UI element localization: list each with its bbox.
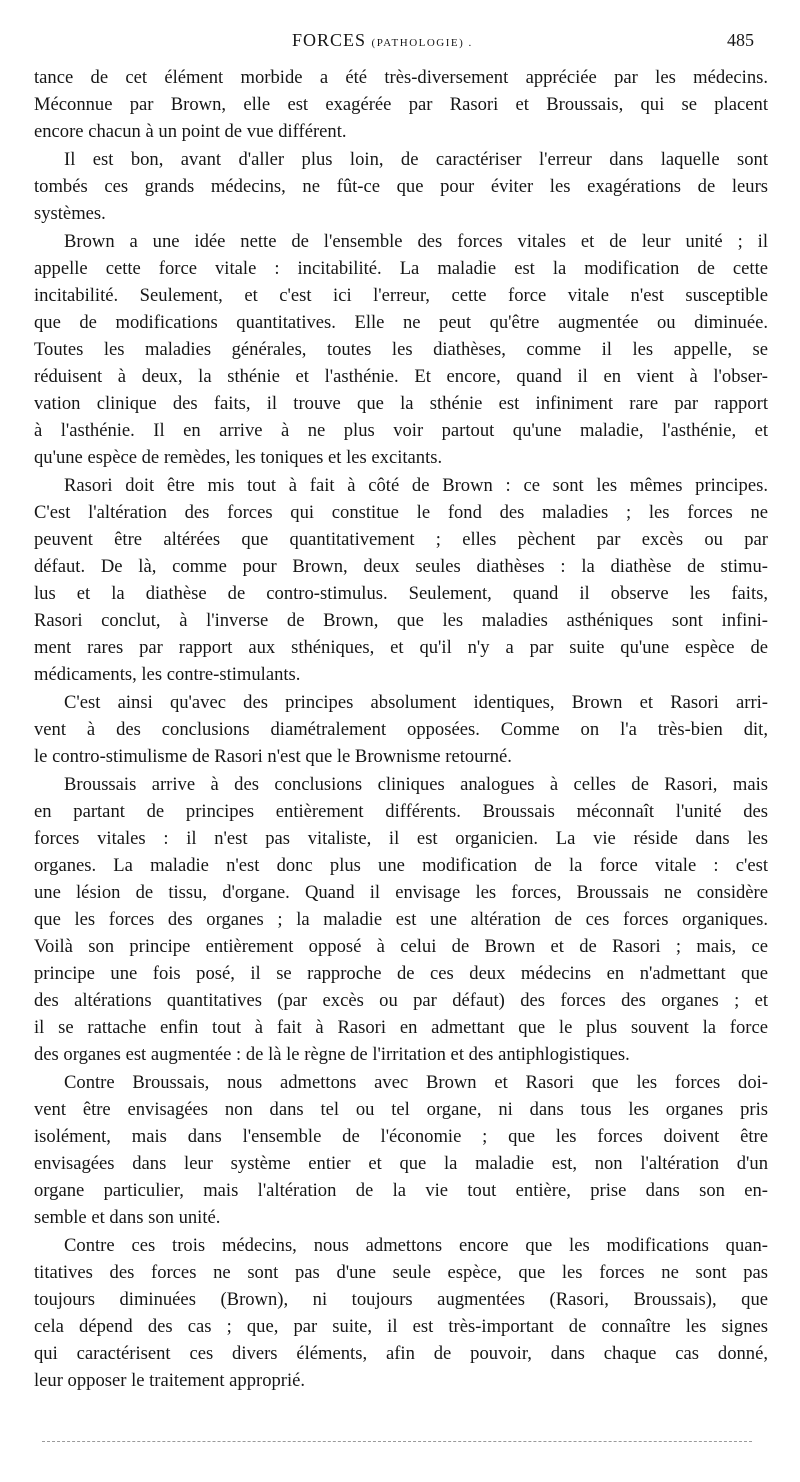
- text-line: encore chacun à un point de vue différent.: [34, 121, 347, 142]
- text-line: ment rares par rapport aux sthéniques, et qu'il n'y a par suite qu'une espèce de: [34, 637, 768, 658]
- text-line: Broussais arrive à des conclusions cliniques analogues à celles de Rasori, mais: [64, 774, 768, 795]
- text-line: il se rattache enfin tout à fait à Rasori en admettant que le plus souvent la force: [34, 1017, 768, 1038]
- text-line: peuvent être altérées que quantitativement ; elles pèchent par excès ou par: [34, 529, 768, 550]
- running-title-main: FORCES: [292, 30, 367, 50]
- text-line: des organes est augmentée : de là le règne de l'irritation et des antiphlogistiques.: [34, 1044, 630, 1065]
- text-line: isolément, mais dans l'ensemble de l'économie ; que les forces doivent être: [34, 1126, 768, 1147]
- text-line: C'est ainsi qu'avec des principes absolument identiques, Brown et Rasori arri-: [64, 692, 768, 713]
- paragraph: [34, 1069, 768, 1231]
- text-line: appelle cette force vitale : incitabilité. La maladie est la modification de cette: [34, 258, 768, 279]
- text-line: tombés ces grands médecins, ne fût-ce que pour éviter les exagérations de leurs: [34, 176, 768, 197]
- text-line: organes. La maladie n'est donc plus une modification de la force vitale : c'est: [34, 855, 768, 876]
- paragraph: [34, 64, 768, 145]
- running-head: [0, 30, 800, 54]
- text-line: une lésion de tissu, d'organe. Quand il envisage les forces, Broussais ne considère: [34, 882, 768, 903]
- text-line: en partant de principes entièrement différents. Broussais méconnaît l'unité des: [34, 801, 768, 822]
- text-line: vent être envisagées non dans tel ou tel organe, ni dans tous les organes pris: [34, 1099, 768, 1120]
- paragraph: [34, 771, 768, 1068]
- text-line: tance de cet élément morbide a été très-diversement appréciée par les médecins.: [34, 67, 768, 88]
- text-line: Contre ces trois médecins, nous admettons encore que les modifications quan-: [64, 1235, 768, 1256]
- footer-rule: [42, 1441, 752, 1442]
- text-line: le contro-stimulisme de Rasori n'est que le Brownisme retourné.: [34, 746, 512, 767]
- text-line: défaut. De là, comme pour Brown, deux seules diathèses : la diathèse de stimu-: [34, 556, 768, 577]
- text-line: Rasori conclut, à l'inverse de Brown, que les maladies asthéniques sont infini-: [34, 610, 768, 631]
- text-line: Brown a une idée nette de l'ensemble des forces vitales et de leur unité ; il: [64, 231, 768, 252]
- text-line: semble et dans son unité.: [34, 1207, 221, 1228]
- text-line: lus et la diathèse de contro-stimulus. Seulement, quand il observe les faits,: [34, 583, 768, 604]
- paragraph: [34, 228, 768, 471]
- paragraph: [34, 1232, 768, 1394]
- text-line: principe une fois posé, il se rapproche de ces deux médecins en n'admettant que: [34, 963, 768, 984]
- body-text: [34, 64, 768, 1395]
- running-title-subtitle: (PATHOLOGIE) .: [371, 37, 473, 49]
- paragraph: [34, 689, 768, 770]
- text-line: qui caractérisent ces divers éléments, afin de pouvoir, dans chaque cas donné,: [34, 1343, 768, 1364]
- text-line: vent à des conclusions diamétralement opposées. Comme on l'a très-bien dit,: [34, 719, 768, 740]
- text-line: des altérations quantitatives (par excès ou par défaut) des forces des organes ; et: [34, 990, 768, 1011]
- text-line: Toutes les maladies générales, toutes les diathèses, comme il les appelle, se: [34, 339, 768, 360]
- text-line: réduisent à deux, la sthénie et l'asthénie. Et encore, quand il en vient à l'obser-: [34, 366, 768, 387]
- text-line: vation clinique des faits, il trouve que la sthénie est infiniment rare par rapport: [34, 393, 768, 414]
- text-line: systèmes.: [34, 203, 106, 224]
- text-line: Il est bon, avant d'aller plus loin, de caractériser l'erreur dans laquelle sont: [64, 149, 768, 170]
- text-line: qu'une espèce de remèdes, les toniques et les excitants.: [34, 447, 443, 468]
- text-line: envisagées dans leur système entier et que la maladie est, non l'altération d'un: [34, 1153, 768, 1174]
- text-line: Voilà son principe entièrement opposé à celui de Brown et de Rasori ; mais, ce: [34, 936, 768, 957]
- text-line: incitabilité. Seulement, et c'est ici l'erreur, cette force vitale n'est susceptible: [34, 285, 768, 306]
- text-line: Contre Broussais, nous admettons avec Brown et Rasori que les forces doi-: [64, 1072, 768, 1093]
- text-line: que les forces des organes ; la maladie est une altération de ces forces organiques.: [34, 909, 768, 930]
- page-number: 485: [727, 30, 754, 50]
- text-line: organe particulier, mais l'altération de la vie tout entière, prise dans son en-: [34, 1180, 768, 1201]
- text-line: à l'asthénie. Il en arrive à ne plus voir partout qu'une maladie, l'asthénie, et: [34, 420, 768, 441]
- text-line: Méconnue par Brown, elle est exagérée par Rasori et Broussais, qui se placent: [34, 94, 768, 115]
- text-line: cela dépend des cas ; que, par suite, il est très-important de connaître les signes: [34, 1316, 768, 1337]
- text-line: que de modifications quantitatives. Elle ne peut qu'être augmentée ou diminuée.: [34, 312, 768, 333]
- text-line: titatives des forces ne sont pas d'une seule espèce, que les forces ne sont pas: [34, 1262, 768, 1283]
- text-line: médicaments, les contre-stimulants.: [34, 664, 301, 685]
- text-line: Rasori doit être mis tout à fait à côté de Brown : ce sont les mêmes principes.: [64, 475, 768, 496]
- text-line: leur opposer le traitement approprié.: [34, 1370, 306, 1391]
- text-line: forces vitales : il n'est pas vitaliste, il est organicien. La vie réside dans les: [34, 828, 768, 849]
- paragraph: [34, 472, 768, 688]
- text-line: C'est l'altération des forces qui constitue le fond des maladies ; les forces ne: [34, 502, 768, 523]
- text-line: toujours diminuées (Brown), ni toujours augmentées (Rasori, Broussais), que: [34, 1289, 768, 1310]
- running-title: [292, 30, 473, 51]
- paragraph: [34, 146, 768, 227]
